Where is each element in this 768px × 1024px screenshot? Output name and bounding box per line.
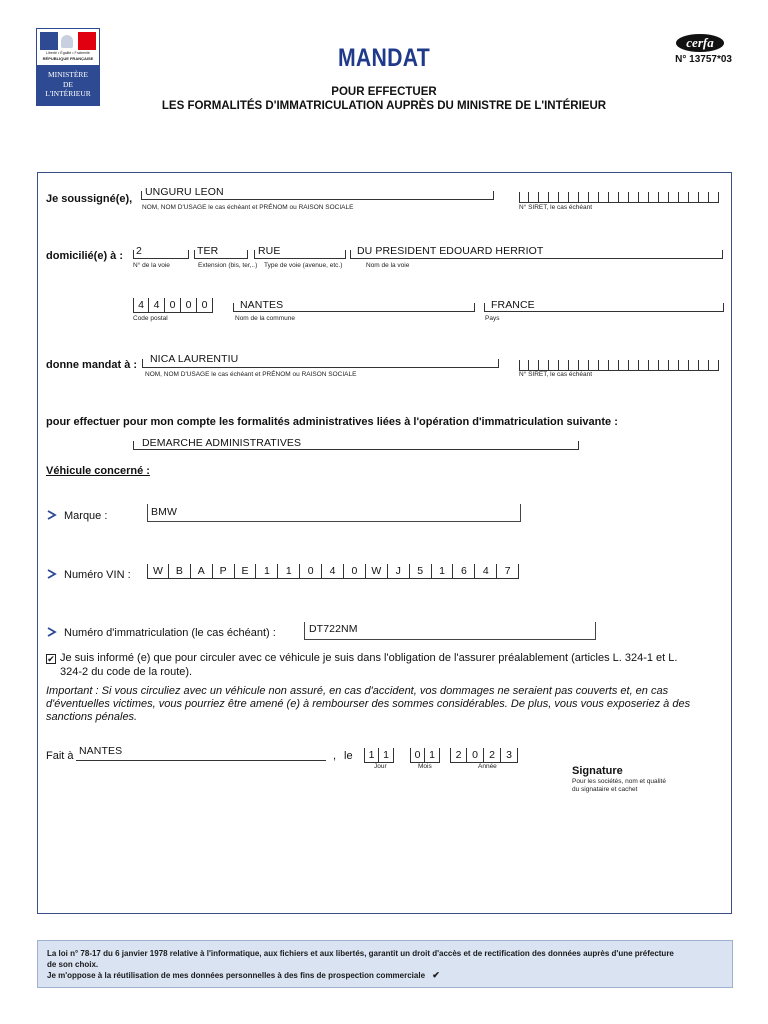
brand-label: Marque : bbox=[64, 510, 108, 522]
vin-char: 1 bbox=[256, 564, 278, 578]
important-text-2: d'éventuelles victimes, vous pourriez être amené (e) à rembourser des sommes considérables. De plus, vous vous exposeriez à des bbox=[46, 698, 691, 710]
ministry-line-2: DE bbox=[63, 79, 73, 89]
day-digit: 1 bbox=[379, 748, 394, 762]
place-value[interactable]: NANTES bbox=[79, 745, 123, 757]
vin-label: Numéro VIN : bbox=[64, 569, 131, 581]
day-caption: Jour bbox=[374, 763, 387, 770]
plate-value[interactable]: DT722NM bbox=[309, 623, 358, 635]
cerfa-logo-text: cerfa bbox=[686, 35, 714, 50]
postal-digit: 0 bbox=[165, 298, 181, 312]
place-field[interactable] bbox=[76, 750, 326, 761]
important-text-3: sanctions pénales. bbox=[46, 711, 138, 723]
form-subtitle-2: LES FORMALITÉS D'IMMATRICULATION AUPRÈS DU MINISTRE DE L'INTÉRIEUR bbox=[161, 100, 607, 112]
important-text-1: Important : Si vous circuliez avec un véhicule non assuré, en cas d'accident, vos dommages ne seraient pas couverts et, en cas bbox=[46, 685, 669, 697]
form-title: MANDAT bbox=[337, 44, 431, 72]
vehicle-heading: Véhicule concerné : bbox=[46, 465, 150, 477]
mandant-name-field[interactable] bbox=[141, 191, 494, 200]
operation-label: pour effectuer pour mon compte les formalités administratives liées à l'opération d'immatriculation suivante : bbox=[46, 416, 618, 428]
vin-char: 1 bbox=[278, 564, 300, 578]
vin-char: 5 bbox=[410, 564, 432, 578]
month-digit: 0 bbox=[410, 748, 425, 762]
mandant-name-caption: NOM, NOM D'USAGE le cas échéant et PRÉNOM ou RAISON SOCIALE bbox=[142, 204, 354, 211]
year-caption: Année bbox=[478, 763, 497, 770]
city-value[interactable]: NANTES bbox=[240, 299, 284, 311]
extension-field[interactable] bbox=[194, 250, 248, 259]
plate-label: Numéro d'immatriculation (le cas échéant) : bbox=[64, 627, 276, 639]
street-type-value[interactable]: RUE bbox=[258, 245, 281, 257]
form-subtitle-1: POUR EFFECTUER bbox=[331, 86, 437, 98]
street-number-value[interactable]: 2 bbox=[136, 245, 142, 257]
street-number-caption: N° de la voie bbox=[133, 262, 170, 269]
street-name-caption: Nom de la voie bbox=[366, 262, 410, 269]
vin-char: J bbox=[388, 564, 410, 578]
street-name-field[interactable] bbox=[350, 250, 723, 259]
chevron-right-icon bbox=[46, 509, 58, 521]
postal-digit: 0 bbox=[181, 298, 197, 312]
year-digit: 3 bbox=[501, 748, 518, 762]
vin-char: 4 bbox=[475, 564, 497, 578]
year-digit: 2 bbox=[450, 748, 467, 762]
day-digit: 1 bbox=[364, 748, 379, 762]
street-type-caption: Type de voie (avenue, etc.) bbox=[264, 262, 343, 269]
checkmark-icon: ✔ bbox=[47, 654, 55, 664]
cerfa-logo bbox=[676, 34, 724, 52]
mandant-label: Je soussigné(e), bbox=[46, 193, 133, 205]
postal-digit: 4 bbox=[133, 298, 149, 312]
signature-title: Signature bbox=[572, 765, 623, 777]
marianne-emblem bbox=[40, 32, 96, 50]
brand-value[interactable]: BMW bbox=[151, 506, 177, 518]
postal-digit: 4 bbox=[149, 298, 165, 312]
vin-char: W bbox=[147, 564, 169, 578]
extension-value[interactable]: TER bbox=[197, 245, 219, 257]
mandataire-name-caption: NOM, NOM D'USAGE le cas échéant et PRÉNOM ou RAISON SOCIALE bbox=[145, 371, 357, 378]
mandant-siret-field[interactable] bbox=[519, 192, 719, 203]
day-field[interactable] bbox=[364, 748, 394, 763]
street-name-value[interactable]: DU PRESIDENT EDOUARD HERRIOT bbox=[357, 245, 544, 257]
month-digit: 1 bbox=[425, 748, 440, 762]
signature-note-2: du signataire et cachet bbox=[572, 786, 638, 793]
mandataire-siret-field[interactable] bbox=[519, 360, 719, 371]
checkmark-icon: ✔ bbox=[432, 970, 440, 980]
date-comma: , bbox=[333, 750, 337, 762]
city-field[interactable] bbox=[233, 303, 475, 312]
insurance-text-2: 324-2 du code de la route). bbox=[60, 666, 193, 678]
month-caption: Mois bbox=[418, 763, 432, 770]
operation-field[interactable] bbox=[133, 441, 579, 450]
city-caption: Nom de la commune bbox=[235, 315, 295, 322]
mandant-name-value[interactable]: UNGURU LEON bbox=[145, 186, 224, 198]
vin-char: A bbox=[191, 564, 213, 578]
year-digit: 2 bbox=[484, 748, 501, 762]
vin-char: 1 bbox=[432, 564, 454, 578]
mandataire-siret-caption: N° SIRET, le cas échéant bbox=[519, 371, 593, 378]
mandant-siret-caption: N° SIRET, le cas échéant bbox=[519, 204, 593, 211]
insurance-text-1: Je suis informé (e) que pour circuler avec ce véhicule je suis dans l'obligation de l'assurer préalablement (articles L. 324-1 et L. bbox=[60, 652, 678, 664]
vin-char: E bbox=[235, 564, 257, 578]
privacy-notice bbox=[37, 940, 733, 988]
year-field[interactable] bbox=[450, 748, 518, 763]
vin-char: 7 bbox=[497, 564, 519, 578]
signature-area[interactable] bbox=[566, 798, 726, 898]
plate-field[interactable] bbox=[304, 622, 596, 640]
opt-out-checkbox[interactable] bbox=[432, 970, 444, 981]
cerfa-number: N° 13757*03 bbox=[675, 54, 732, 65]
mandataire-name-value[interactable]: NICA LAURENTIU bbox=[150, 353, 239, 365]
vin-field[interactable] bbox=[147, 564, 519, 579]
street-number-field[interactable] bbox=[133, 250, 189, 259]
mandataire-label: donne mandat à : bbox=[46, 359, 138, 371]
extension-caption: Extension (bis, ter,..) bbox=[198, 262, 258, 269]
address-label: domicilié(e) à : bbox=[46, 250, 124, 262]
privacy-line-2: de son choix. bbox=[47, 960, 99, 969]
street-type-field[interactable] bbox=[254, 250, 346, 259]
privacy-line-3: Je m'oppose à la réutilisation de mes données personnelles à des fins de prospection commerciale bbox=[47, 971, 426, 980]
vin-char: 4 bbox=[322, 564, 344, 578]
brand-field[interactable] bbox=[147, 504, 521, 522]
vin-char: 0 bbox=[300, 564, 322, 578]
country-field[interactable] bbox=[484, 303, 724, 312]
operation-value[interactable]: DEMARCHE ADMINISTRATIVES bbox=[142, 437, 302, 449]
vin-char: 6 bbox=[453, 564, 475, 578]
month-field[interactable] bbox=[410, 748, 440, 763]
republique-motto: Liberté • Égalité • Fraternité bbox=[46, 51, 90, 55]
republique-text: RÉPUBLIQUE FRANÇAISE bbox=[42, 56, 94, 61]
vin-char: W bbox=[366, 564, 388, 578]
country-caption: Pays bbox=[485, 315, 500, 322]
insurance-checkbox[interactable] bbox=[46, 654, 56, 664]
country-value[interactable]: FRANCE bbox=[491, 299, 535, 311]
date-label: le bbox=[344, 750, 353, 762]
year-digit: 0 bbox=[467, 748, 484, 762]
fait-label: Fait à bbox=[46, 750, 74, 762]
vin-char: 0 bbox=[344, 564, 366, 578]
mandataire-name-field[interactable] bbox=[142, 359, 499, 368]
chevron-right-icon bbox=[46, 568, 58, 580]
postal-code-caption: Code postal bbox=[133, 315, 168, 322]
vin-char: B bbox=[169, 564, 191, 578]
privacy-line-1: La loi n° 78-17 du 6 janvier 1978 relative à l'informatique, aux fichiers et aux libertés, garantit un droit d'accès et de rectification des données auprès d'une préfecture bbox=[47, 949, 674, 958]
ministry-line-3: L'INTÉRIEUR bbox=[45, 89, 91, 98]
vin-char: P bbox=[213, 564, 235, 578]
ministry-line-1: MINISTÈRE bbox=[48, 70, 88, 79]
postal-code-field[interactable] bbox=[133, 298, 213, 313]
chevron-right-icon bbox=[46, 626, 58, 638]
signature-note-1: Pour les sociétés, nom et qualité bbox=[572, 778, 666, 785]
postal-digit: 0 bbox=[197, 298, 213, 312]
